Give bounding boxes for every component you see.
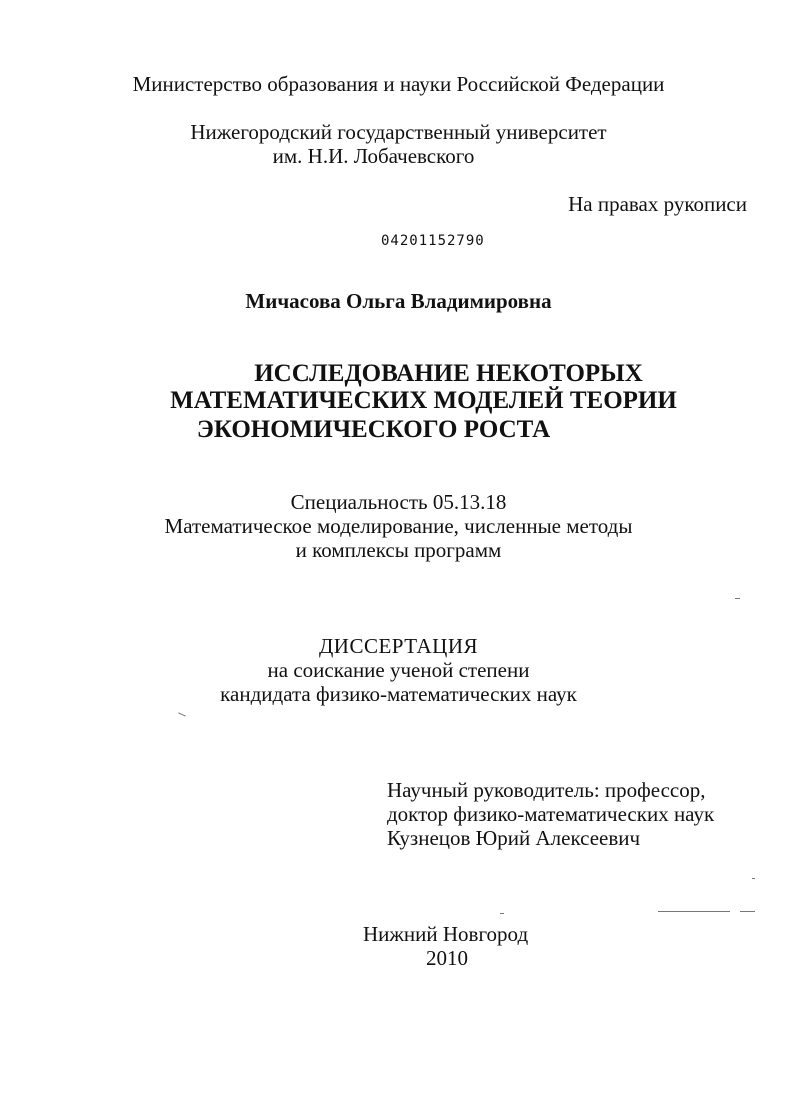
- specialty-code: Специальность 05.13.18: [290, 490, 507, 514]
- scan-speck: [735, 598, 740, 599]
- scan-line: [658, 911, 730, 912]
- thesis-type: ДИССЕРТАЦИЯ: [318, 634, 479, 658]
- place: Нижний Новгород: [363, 922, 529, 946]
- author-name: Мичасова Ольга Владимировна: [245, 289, 552, 313]
- university-name: Нижегородский государственный университет: [190, 120, 607, 144]
- thesis-purpose: на соискание ученой степени: [267, 658, 530, 682]
- thesis-degree: кандидата физико-математических наук: [220, 682, 577, 706]
- scan-speck: [752, 878, 755, 879]
- manuscript-note: На правах рукописи: [568, 192, 747, 216]
- title-line-2: МАТЕМАТИЧЕСКИХ МОДЕЛЕЙ ТЕОРИИ: [170, 387, 677, 414]
- specialty-name-line-1: Математическое моделирование, численные методы: [164, 514, 633, 538]
- supervisor-role: Научный руководитель: профессор,: [387, 778, 706, 802]
- scan-speck: [500, 913, 504, 914]
- scan-line: [740, 911, 755, 912]
- catalog-number: 04201152790: [381, 233, 485, 249]
- title-line-1: ИССЛЕДОВАНИЕ НЕКОТОРЫХ: [254, 360, 643, 387]
- supervisor-degree: доктор физико-математических наук: [387, 802, 715, 826]
- scan-speck: [178, 712, 186, 716]
- ministry-name: Министерство образования и науки Российской Федерации: [132, 72, 665, 96]
- supervisor-name: Кузнецов Юрий Алексеевич: [387, 826, 641, 850]
- year: 2010: [426, 946, 468, 970]
- university-honorific: им. Н.И. Лобачевского: [272, 144, 475, 168]
- specialty-name-line-2: и комплексы программ: [295, 538, 502, 562]
- title-line-3: ЭКОНОМИЧЕСКОГО РОСТА: [196, 416, 551, 443]
